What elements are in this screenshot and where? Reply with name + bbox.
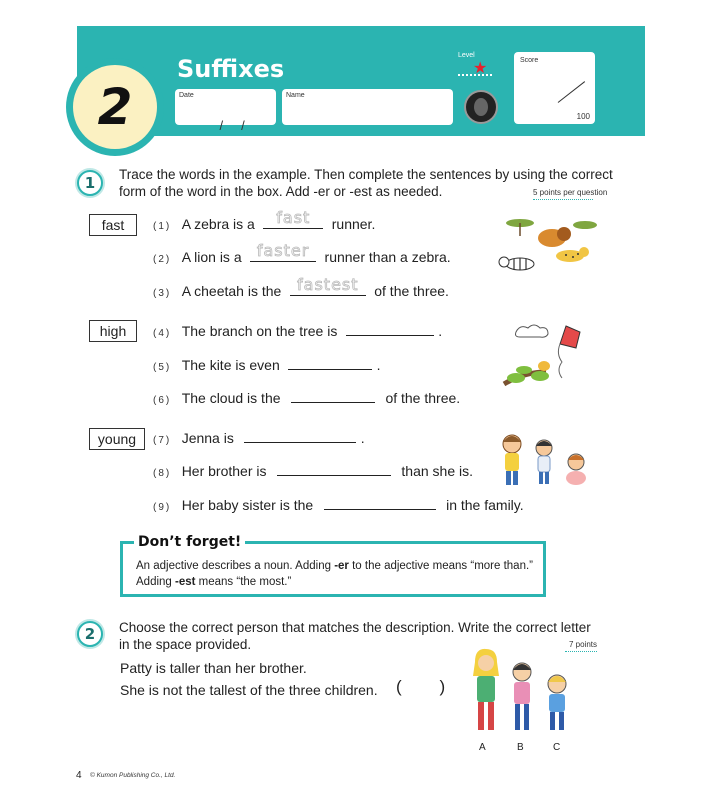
- question-6: [153, 389, 460, 408]
- question-3: [153, 275, 449, 301]
- question-number: (5): [153, 362, 172, 373]
- word-box-young: young: [89, 428, 145, 450]
- trace-blank[interactable]: [250, 241, 316, 262]
- question-5: [153, 356, 381, 375]
- answer-blank[interactable]: [324, 496, 436, 510]
- trace-blank[interactable]: [263, 208, 323, 229]
- question-text-after: of the three.: [374, 283, 449, 299]
- date-field[interactable]: [175, 89, 276, 133]
- question-7: [153, 429, 365, 448]
- trace-word: faster: [256, 241, 310, 260]
- question-text-before: Her baby sister is the: [181, 497, 314, 513]
- question-9: [153, 496, 524, 515]
- trace-word: fastest: [297, 275, 359, 294]
- star-icon: ★: [473, 60, 488, 77]
- question-number: (1): [153, 221, 172, 232]
- question-text-after: of the three.: [385, 390, 461, 406]
- section-1-number: 1: [77, 170, 103, 196]
- section-1-instructions-line2: form of the word in the box. Add -er or -est as needed.: [119, 184, 443, 199]
- question-number: (2): [153, 254, 172, 265]
- question-text-before: The cloud is the: [181, 390, 281, 406]
- gorilla-face-icon: [474, 98, 488, 116]
- copyright: © Kumon Publishing Co., Ltd.: [90, 772, 176, 779]
- date-value: / /: [219, 118, 245, 133]
- answer-parens[interactable]: ( ): [396, 677, 446, 696]
- score-slash: [558, 81, 585, 103]
- trace-blank[interactable]: [290, 275, 366, 296]
- trace-word: fast: [276, 208, 311, 227]
- dont-forget-line-2: Adding -est means “the most.”: [136, 576, 292, 588]
- question-8: [153, 462, 473, 481]
- section-2-line-2: She is not the tallest of the three children.: [120, 682, 378, 698]
- section-2-number: 2: [77, 621, 103, 647]
- question-text-after: .: [360, 430, 365, 446]
- question-text-after: .: [376, 357, 381, 373]
- answer-blank[interactable]: [291, 389, 375, 403]
- animals-illustration: [490, 216, 600, 282]
- question-number: (6): [153, 395, 172, 406]
- answer-blank[interactable]: [277, 462, 391, 476]
- question-text-after: runner than a zebra.: [324, 249, 451, 265]
- dont-forget-line-1: An adjective describes a noun. Adding -er to the adjective means “more than.”: [136, 560, 533, 572]
- word-box-fast: fast: [89, 214, 137, 236]
- question-1: [153, 208, 376, 234]
- dont-forget-text: [136, 558, 533, 590]
- children-illustration: [462, 648, 580, 742]
- question-text-before: A cheetah is the: [181, 283, 282, 299]
- page-number: 4: [76, 770, 82, 781]
- question-2: [153, 241, 451, 267]
- name-field[interactable]: [282, 89, 453, 125]
- child-label-b: B: [517, 742, 524, 753]
- question-text-after: than she is.: [401, 463, 474, 479]
- answer-blank[interactable]: [288, 356, 372, 370]
- question-number: (4): [153, 328, 172, 339]
- question-number: (8): [153, 468, 172, 479]
- section-1-instructions-line1: Trace the words in the example. Then complete the sentences by using the correct: [119, 167, 613, 182]
- date-label: Date: [179, 92, 194, 99]
- section-2-instructions-line2: in the space provided.: [119, 637, 252, 652]
- question-text-before: Jenna is: [181, 430, 234, 446]
- score-box[interactable]: [514, 52, 595, 124]
- question-text-before: A lion is a: [181, 249, 242, 265]
- question-number: (9): [153, 502, 172, 513]
- question-text-after: runner.: [331, 216, 376, 232]
- points-dots: [533, 199, 593, 200]
- child-label-c: C: [553, 742, 561, 753]
- answer-blank[interactable]: [346, 322, 434, 336]
- level-dots: [458, 74, 492, 76]
- question-text-after: in the family.: [446, 497, 524, 513]
- score-total: 100: [576, 112, 590, 121]
- level-label: Level: [458, 52, 475, 59]
- section-2-points: 7 points: [569, 640, 598, 649]
- question-text-before: Her brother is: [181, 463, 267, 479]
- question-text-before: A zebra is a: [181, 216, 255, 232]
- lesson-number: 2: [97, 78, 133, 136]
- word-box-high: high: [89, 320, 137, 342]
- answer-blank[interactable]: [244, 429, 356, 443]
- child-label-a: A: [479, 742, 486, 753]
- tree-kite-illustration: [500, 322, 592, 394]
- question-text-before: The kite is even: [181, 357, 280, 373]
- page-title: Suffixes: [177, 55, 285, 83]
- question-text-after: .: [438, 323, 443, 339]
- name-label: Name: [286, 92, 305, 99]
- section-2-instructions-line1: Choose the correct person that matches the description. Write the correct letter: [119, 620, 591, 635]
- dont-forget-title: Don’t forget!: [134, 534, 245, 550]
- question-4: [153, 322, 442, 341]
- question-number: (3): [153, 288, 172, 299]
- family-illustration: [496, 432, 592, 490]
- section-1-points: 5 points per question: [533, 188, 608, 197]
- section-2-line-1: Patty is taller than her brother.: [120, 660, 307, 676]
- question-text-before: The branch on the tree is: [181, 323, 338, 339]
- question-number: (7): [153, 435, 172, 446]
- score-label: Score: [520, 57, 539, 64]
